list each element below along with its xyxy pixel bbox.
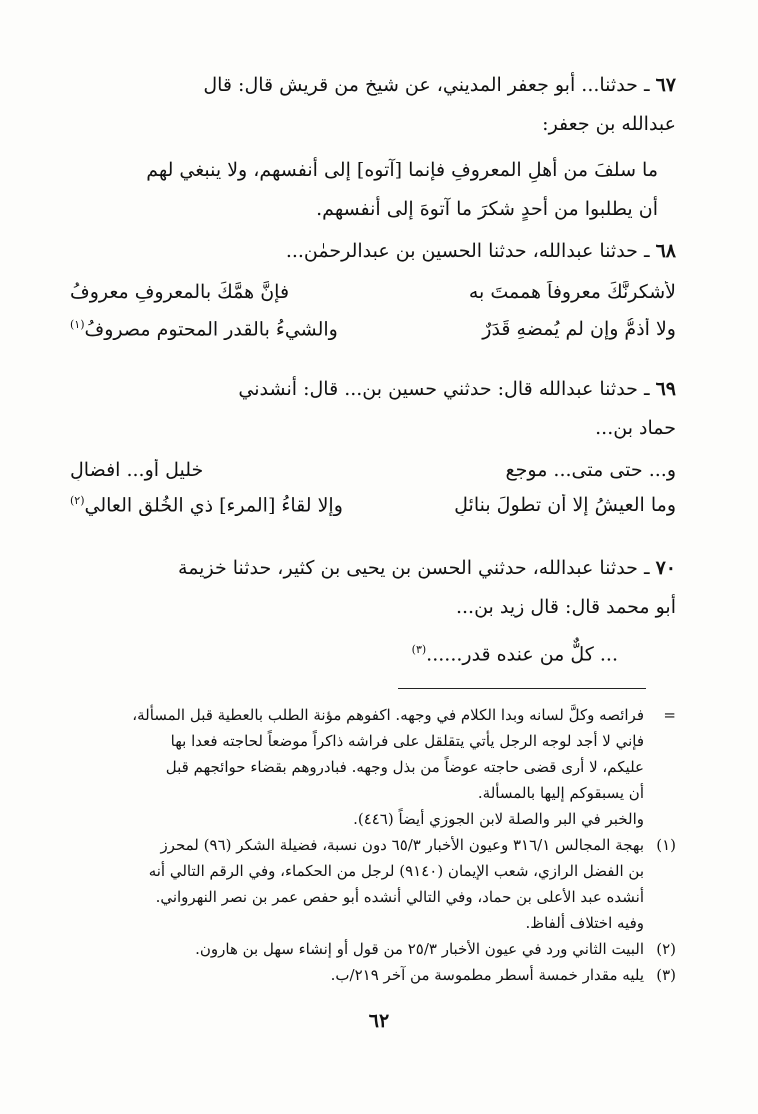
hadith-number: ٦٧ [655,74,676,96]
hadith-70 [70,549,676,627]
hadith-69 [70,370,676,448]
hadith-68-line: ٦٨ ـ حدثنا عبدالله، حدثنا الحسين بن عبدالرحمٰن... [285,240,676,262]
footnote-divider [398,688,646,689]
hadith-67-line-1: ٦٧ ـ حدثنا... أبو جعفر المديني، عن شيخ من قريش قال: قال [203,74,676,96]
footnote-ref: (٣) [411,643,427,656]
verse-68-1 [70,281,676,320]
footnote-1: (١) بهجة المجالس ٣١٦/١ وعيون الأخبار ٦٥/٣ دون نسبة، فضيلة الشكر (٩٦) لمحرز بن الفضل الرازي، شعب الإيمان (٩١٤٠) لرجل من الحكماء، وفي الرقم التالي أنه أنشده عبد الأعلى بن حماد، وفي التالي أنشده أبو حفص عمر بن نصر النهرواني. وفيه اختلاف ألفاظ. [70,832,676,936]
footnote-3: (٣) يليه مقدار خمسة أسطر مطموسة من آخر ٢١٩/ب. [70,962,676,988]
hadith-67-line-2: عبدالله بن جعفر: [542,113,676,135]
hadith-number: ٦٩ [655,378,676,400]
footnote-mark: (٣) [656,966,676,984]
hadith-68 [70,232,676,271]
verse-68-2 [70,318,676,357]
footnote-mark: (٢) [656,940,676,958]
verse-hemistich-2: فإنَّ همَّكَ بالمعروفِ معروفُ [70,281,290,303]
footnote-ref: (١) [70,318,85,331]
hadith-67-quote [70,151,658,229]
continuation-mark: = [663,706,676,724]
hadith-69-line-1: ٦٩ ـ حدثنا عبدالله قال: حدثني حسين بن... قال: أنشدني [238,378,676,400]
verse-hemistich-1: لأشكرنَّكَ معروفاً هممتَ به [468,281,676,303]
footnote-mark: (١) [656,836,676,854]
quote-line-1: ما سلفَ من أهلِ المعروفِ فإنما [آتوه] إلى أنفسهم، ولا ينبغي لهم [146,159,658,181]
verse-69-2 [70,494,676,533]
hadith-69-line-2: حماد بن... [595,417,676,439]
verse-hemistich-1: وما العيشُ إلا أن تطولَ بنائلٍ [454,494,676,516]
verse-hemistich-2: والشيءُ بالقدرِ المحتومِ مصروفُ$^{(١)}$ [70,318,338,341]
hadith-number: ٦٨ [655,240,676,262]
hadith-70-last: ... كلٌّ من عنده قدر......$^{(٣)}$ [411,643,618,666]
verse-hemistich-2: خليل أو... افضالِ [70,459,204,481]
hadith-70-line-2: أبو محمد قال: قال زيد بن... [455,596,676,618]
verse-hemistich-2: وإلا لقاءُ [المرء] ذي الخُلقِ العالي$^{(٢)}$ [70,494,343,517]
footnote-ref: (٢) [70,494,85,507]
quote-line-2: أن يطلبوا من أحدٍ شكرَ ما آتوهَ إلى أنفسهم. [316,198,658,220]
verse-hemistich-1: ولا أذمُّ وإن لم يُمضهِ قَدَرٌ [482,318,676,340]
hadith-number: ٧٠ [655,557,676,579]
hadith-67 [70,66,676,144]
footnote-continued: = فرائصه وكلَّ لسانه وبدا الكلام في وجهه. اكفوهم مؤنة الطلب بالعطية قبل المسألة، فإني لا أجد لوجه الرجل يأتي يتقلقل على فراشه ذاكراً موضعاً لحاجته فعدا بها عليكم، لا أرى قضى حاجته عوضاً من بذل وجهه. فبادروهم بقضاء حوائجهم قبل أن يسبقوكم إليها بالمسألة. والخبر في البر والصلة لابن الجوزي أيضاً (٤٤٦). [70,702,676,832]
page-number: ٦٢ [368,1010,390,1032]
hadith-70-line-1: ٧٠ ـ حدثنا عبدالله، حدثني الحسن بن يحيى بن كثير، حدثنا خزيمة [178,557,676,579]
footnotes [70,702,676,988]
verse-69-1 [70,459,676,498]
verse-hemistich-1: و... حتى متى... موجع [505,459,676,481]
footnote-2: (٢) البيت الثاني ورد في عيون الأخبار ٢٥/٣ من قول أو إنشاء سهل بن هارون. [70,936,676,962]
